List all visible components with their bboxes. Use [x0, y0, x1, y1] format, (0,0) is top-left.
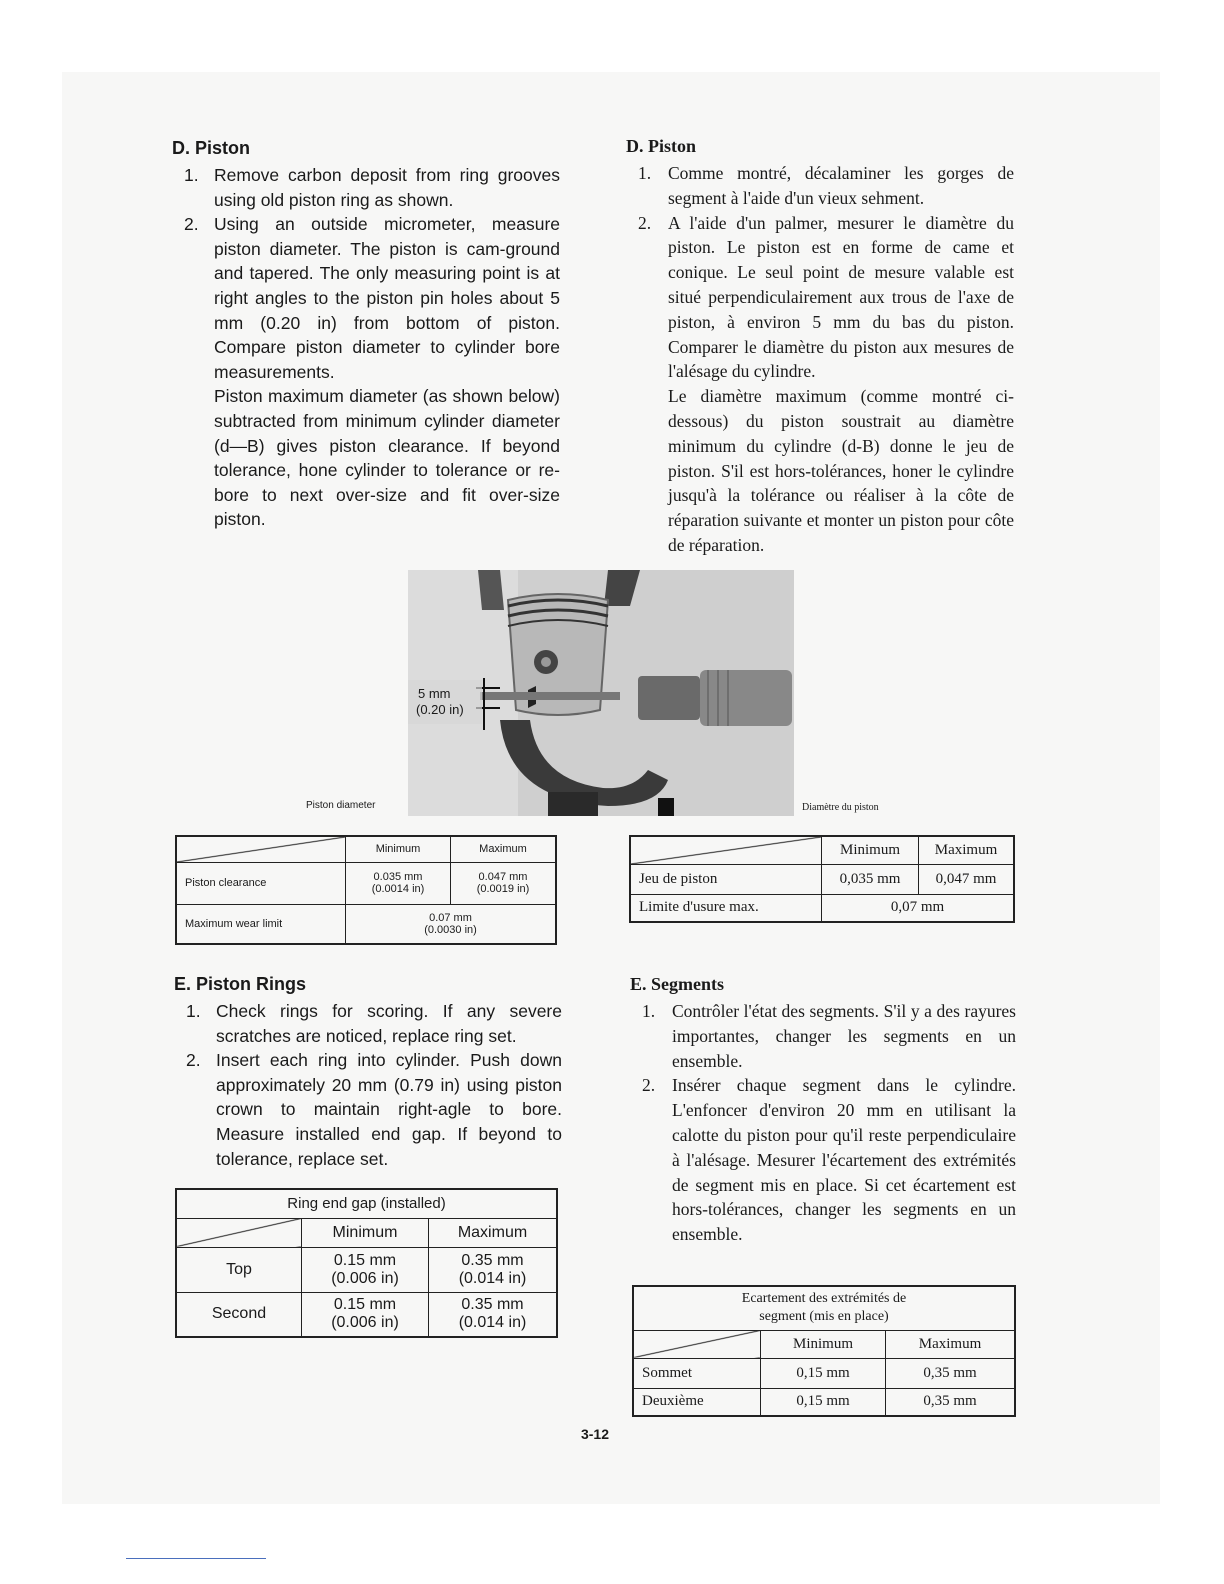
en-ring-col-min: Minimum	[302, 1218, 429, 1247]
fr-row-limite: Limite d'usure max.	[630, 894, 822, 922]
caption-piston-diameter-en: Piston diameter	[306, 800, 376, 811]
fr-ring-row-sommet: Sommet	[633, 1358, 761, 1388]
fr-piston-heading: D. Piston	[626, 136, 697, 156]
en-second-min: 0.15 mm (0.006 in)	[302, 1292, 429, 1337]
fr-ring-row-deuxieme: Deuxième	[633, 1388, 761, 1416]
fr-ring-col-max: Maximum	[886, 1330, 1016, 1358]
en-piston-step-1: 1. Remove carbon deposit from ring grooves using old piston ring as shown.	[184, 165, 560, 210]
fr-piston-clearance-table	[629, 835, 1015, 923]
caption-piston-diameter-fr: Diamètre du piston	[802, 802, 879, 813]
fr-piston-section	[626, 136, 1014, 558]
fr-rings-section	[630, 974, 1016, 1247]
en-clearance-max: 0.047 mm (0.0019 in)	[451, 862, 557, 904]
en-second-max: 0.35 mm (0.014 in)	[429, 1292, 558, 1337]
en-rings-heading: E. Piston Rings	[174, 974, 307, 994]
fr-sommet-min: 0,15 mm	[761, 1358, 886, 1388]
footer-rule	[126, 1558, 266, 1559]
fr-jeu-max: 0,047 mm	[919, 864, 1015, 894]
dimension-label-mm: 5 mm	[418, 686, 451, 701]
piston-micrometer-photo	[408, 570, 794, 816]
fr-jeu-min: 0,035 mm	[822, 864, 919, 894]
fr-rings-step-2: 2. Insérer chaque segment dans le cylindre. L'enfoncer d'environ 20 mm en utilisant la calotte du piston pour qu'il reste perpendiculaire à l'alésage. Mesurer l'écartement des extrémités de segment mis en place. Si cet écartement est hors-tolérances, changer les segments en un ensemble.	[642, 1075, 1016, 1245]
en-ring-gap-table	[175, 1188, 558, 1338]
fr-table-corner	[630, 836, 822, 864]
en-ring-col-max: Maximum	[429, 1218, 558, 1247]
fr-ring-table-corner	[633, 1330, 761, 1358]
fr-sommet-max: 0,35 mm	[886, 1358, 1016, 1388]
en-max-wear-value: 0.07 mm (0.0030 in)	[346, 904, 557, 944]
en-ring-row-top: Top	[176, 1247, 302, 1292]
en-rings-section	[174, 974, 562, 1171]
fr-limite-value: 0,07 mm	[822, 894, 1015, 922]
en-rings-step-2: 2. Insert each ring into cylinder. Push down approximately 20 mm (0.79 in) using piston crown to maintain right-agle to bore. Measure installed end gap. If beyond to tolerance, replace set.	[186, 1050, 562, 1169]
en-piston-clearance-table	[175, 835, 557, 945]
fr-deuxieme-min: 0,15 mm	[761, 1388, 886, 1416]
en-col-max: Maximum	[451, 836, 557, 862]
fr-ring-gap-table	[632, 1285, 1016, 1417]
en-col-min: Minimum	[346, 836, 451, 862]
page-number: 3-12	[580, 1426, 610, 1442]
en-rings-step-1: 1. Check rings for scoring. If any severe scratches are noticed, replace ring set.	[186, 1001, 562, 1046]
en-ring-table-corner	[176, 1218, 302, 1247]
fr-ring-col-min: Minimum	[761, 1330, 886, 1358]
fr-rings-step-1: 1. Contrôler l'état des segments. S'il y a des rayures importantes, changer les segments en un ensemble.	[642, 1001, 1016, 1071]
fr-piston-step-1: 1. Comme montré, décalaminer les gorges de segment à l'aide d'un vieux sehment.	[638, 163, 1014, 208]
en-row-max-wear: Maximum wear limit	[176, 904, 346, 944]
en-top-max: 0.35 mm (0.014 in)	[429, 1247, 558, 1292]
en-ring-table-title: Ring end gap (installed)	[176, 1189, 557, 1218]
fr-rings-heading: E. Segments	[630, 974, 724, 994]
en-piston-section	[172, 138, 560, 532]
en-top-min: 0.15 mm (0.006 in)	[302, 1247, 429, 1292]
fr-col-min: Minimum	[822, 836, 919, 864]
fr-col-max: Maximum	[919, 836, 1015, 864]
en-piston-heading: D. Piston	[172, 138, 251, 158]
en-clearance-min: 0.035 mm (0.0014 in)	[346, 862, 451, 904]
fr-deuxieme-max: 0,35 mm	[886, 1388, 1016, 1416]
fr-ring-table-title: Ecartement des extrémités de segment (mis en place)	[633, 1286, 1015, 1330]
en-table-corner	[176, 836, 346, 862]
piston-micrometer-illustration	[408, 570, 794, 816]
dimension-label-in: (0.20 in)	[416, 702, 464, 717]
en-ring-row-second: Second	[176, 1292, 302, 1337]
fr-piston-step-2: 2. A l'aide d'un palmer, mesurer le diamètre du piston. Le piston est en forme de came et conique. Le seul point de mesure valable est situé perpendiculairement aux trous de l'axe de piston, à environ 5 mm du bas du piston. Comparer le diamètre du piston aux mesures de l'alésage du cylindre. Le diamètre maximum (comme montré ci-dessous) du piston soustrait au diamètre minimum du cylindre (d-B) donne le jeu de piston. S'il est hors-tolérances, honer le cylindre jusqu'à la tolérance ou réaliser à la côte de réparation suivante et monter un piston pour côte de réparation.	[638, 212, 1014, 555]
en-row-piston-clearance: Piston clearance	[176, 862, 346, 904]
en-piston-step-2: 2. Using an outside micrometer, measure piston diameter. The piston is cam-ground and tapered. The only measuring point is at right angles to the piston pin holes about 5 mm (0.20 in) from bottom of piston. Compare piston diameter to cylinder bore measurements. Piston maximum diameter (as shown below) subtracted from minimum cylinder diameter (d—B) gives piston clearance. If beyond tolerance, hone cylinder to tolerance or re-bore to next over-size and fit over-size piston.	[184, 214, 560, 530]
fr-row-jeu: Jeu de piston	[630, 864, 822, 894]
